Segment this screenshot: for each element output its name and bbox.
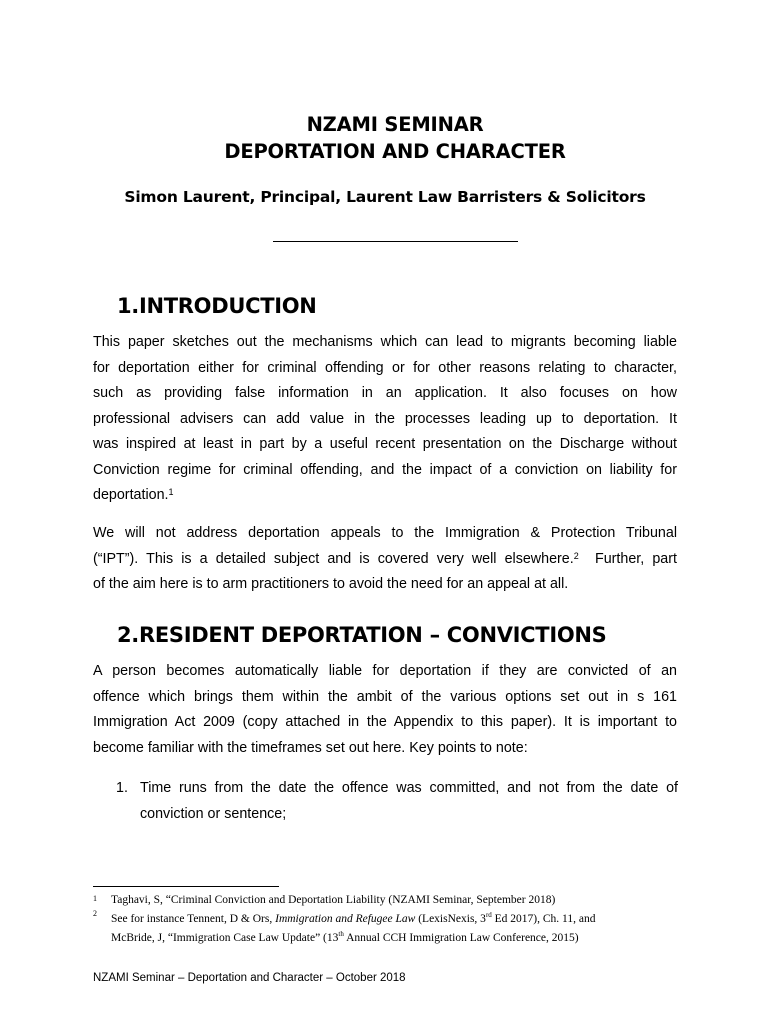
- text-line: was inspired at least in part by a useful recent presentation on the Discharge without: [93, 436, 677, 452]
- footnote-text: Annual CCH Immigration Law Conference, 2015): [343, 931, 579, 944]
- footnote-sup: rd: [485, 911, 492, 919]
- text-line: of the aim here is to arm practitioners to avoid the need for an appeal at all.: [93, 576, 569, 592]
- page-footer: NZAMI Seminar – Deportation and Character – October 2018: [93, 972, 406, 984]
- text-line: A person becomes automatically liable for deportation if they are convicted of an: [93, 663, 677, 679]
- footnote-number: 1: [93, 894, 97, 903]
- footnote-text: (LexisNexis, 3: [415, 912, 486, 925]
- footnote-number: 2: [93, 909, 97, 918]
- footnote-2: [93, 908, 683, 946]
- text-line: professional advisers can add value in the processes leading up to deportation. It: [93, 410, 677, 427]
- list-item-number: 1.: [116, 780, 128, 796]
- text-line: conviction or sentence;: [140, 805, 287, 822]
- intro-paragraph-1: [93, 330, 677, 509]
- text-line: [93, 483, 677, 509]
- text-line: This paper sketches out the mechanisms which can lead to migrants becoming liable: [93, 334, 677, 350]
- text-line: become familiar with the timeframes set out here. Key points to note:: [93, 739, 528, 756]
- text-line: such as providing false information in an application. It also focuses on how: [93, 385, 677, 401]
- text-line: Time runs from the date the offence was committed, and not from the date of: [140, 780, 678, 796]
- document-title-line-1: NZAMI SEMINAR: [306, 113, 484, 136]
- text-fragment: Further, part: [578, 550, 677, 567]
- deportation-paragraph-1: [93, 659, 677, 761]
- footnote-sup: th: [338, 929, 344, 938]
- author-line: Simon Laurent, Principal, Laurent Law Barristers & Solicitors: [124, 188, 646, 206]
- footnote-text: Ed 2017), Ch. 11, and: [491, 912, 596, 925]
- text-line: offence which brings them within the ambit of the various options set out in s 161: [93, 688, 677, 705]
- text-fragment: (“IPT”). This is a detailed subject and is covered very well elsewhere.: [93, 550, 574, 567]
- text-line: for deportation either for criminal offending or for other reasons relating to character,: [93, 359, 677, 376]
- section-heading-resident-deportation: 2.RESIDENT DEPORTATION – CONVICTIONS: [117, 623, 607, 647]
- text-line: Conviction regime for criminal offending, and the impact of a conviction on liability for: [93, 461, 677, 478]
- footnote-text: McBride, J, “Immigration Case Law Update” (13: [111, 931, 339, 944]
- footnote-text: Taghavi, S, “Criminal Conviction and Deportation Liability (NZAMI Seminar, September 2018): [111, 894, 556, 906]
- footnote-ref-2[interactable]: 2: [573, 550, 579, 561]
- footnote-book-title: Immigration and Refugee Law: [275, 912, 416, 925]
- text-line: We will not address deportation appeals to the Immigration & Protection Tribunal: [93, 525, 677, 541]
- section-heading-introduction: 1.INTRODUCTION: [117, 294, 317, 318]
- list-item-text: [140, 776, 678, 827]
- footnote-divider: [93, 886, 279, 887]
- footnote-ref-1[interactable]: 1: [168, 487, 174, 497]
- text-fragment: deportation.: [93, 487, 169, 503]
- footnote-1: [93, 893, 683, 908]
- document-title-line-2: DEPORTATION AND CHARACTER: [224, 140, 566, 163]
- title-divider: [273, 241, 518, 242]
- intro-paragraph-2: [93, 521, 677, 598]
- footnotes: [93, 893, 683, 946]
- footnote-text: See for instance Tennent, D & Ors,: [111, 912, 276, 925]
- text-line: Immigration Act 2009 (copy attached in the Appendix to this paper). It is important to: [93, 714, 677, 730]
- text-line: [93, 547, 677, 573]
